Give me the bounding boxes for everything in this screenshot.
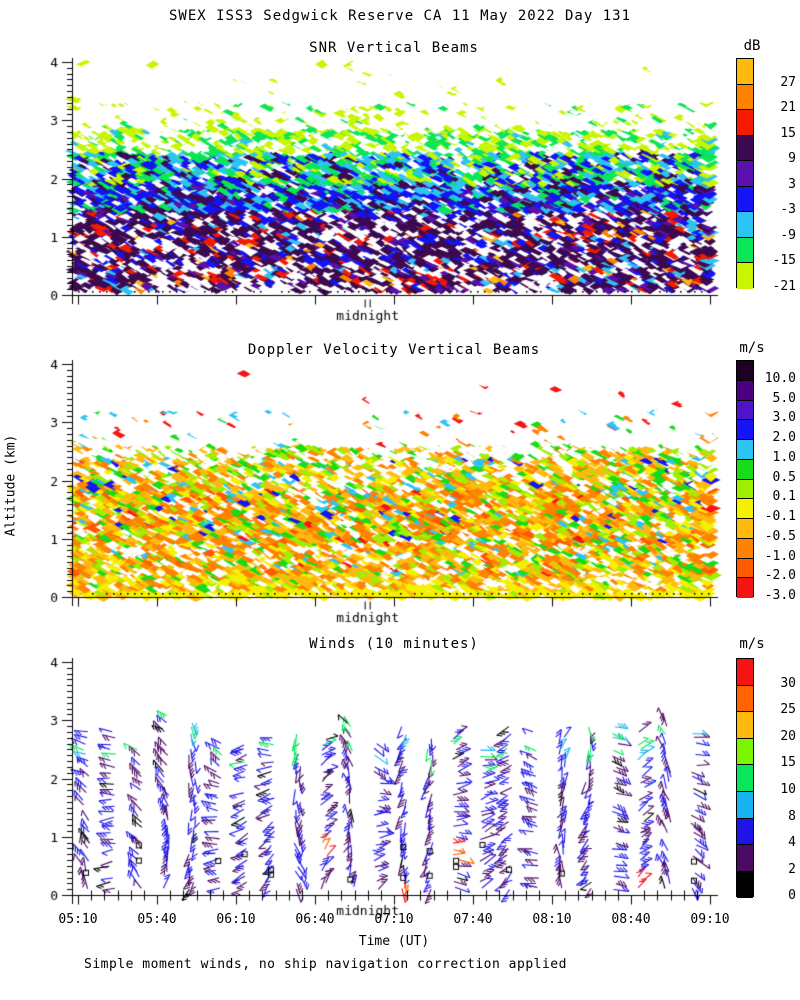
colorbar-cell xyxy=(737,420,753,440)
colorbar-cell xyxy=(737,187,753,213)
colorbar-cell xyxy=(737,845,753,872)
winds-barbs-canvas xyxy=(0,656,730,918)
footnote: Simple moment winds, no ship navigation correction applied xyxy=(84,957,567,972)
colorbar-cell xyxy=(737,85,753,111)
colorbar-cell xyxy=(737,578,753,598)
colorbar-tick-label: 0 xyxy=(788,888,796,904)
colorbar-cell xyxy=(737,765,753,792)
x-axis-tick-label: 08:40 xyxy=(611,912,651,927)
colorbar-cell xyxy=(737,212,753,238)
colorbar-cell xyxy=(737,440,753,460)
colorbar-unit-ms-winds: m/s xyxy=(739,636,765,652)
x-axis-tick-label: 07:40 xyxy=(453,912,493,927)
colorbar-cell xyxy=(737,361,753,381)
doppler-colorbar xyxy=(736,360,754,597)
colorbar-unit-db: dB xyxy=(743,38,761,54)
colorbar-cell xyxy=(737,712,753,739)
colorbar-cell xyxy=(737,499,753,519)
snr-heatmap-canvas xyxy=(0,56,730,324)
colorbar-tick-label: 1.0 xyxy=(772,449,796,465)
panel-title-snr: SNR Vertical Beams xyxy=(309,40,479,56)
colorbar-cell xyxy=(737,161,753,187)
colorbar-cell xyxy=(737,401,753,421)
x-axis-tick-label: 06:40 xyxy=(295,912,335,927)
colorbar-tick-label: -21 xyxy=(772,278,796,294)
panel-title-doppler: Doppler Velocity Vertical Beams xyxy=(247,342,541,358)
x-axis-label: Time (UT) xyxy=(358,934,430,949)
colorbar-tick-label: 27 xyxy=(780,74,796,90)
colorbar-cell xyxy=(737,559,753,579)
colorbar-cell xyxy=(737,686,753,713)
colorbar-cell xyxy=(737,659,753,686)
x-axis-tick-label: 07:10 xyxy=(374,912,414,927)
colorbar-cell xyxy=(737,238,753,264)
colorbar-tick-label: 21 xyxy=(780,100,796,115)
colorbar-tick-label: -3 xyxy=(780,202,796,217)
x-axis-tick-label: 09:10 xyxy=(690,912,730,927)
colorbar-tick-label: -2.0 xyxy=(764,568,796,584)
colorbar-tick-label: 10 xyxy=(780,782,796,797)
colorbar-cell xyxy=(737,460,753,480)
colorbar-tick-label: 25 xyxy=(780,702,796,718)
colorbar-tick-label: 3.0 xyxy=(772,410,796,426)
winds-colorbar xyxy=(736,658,754,897)
colorbar-tick-label: 8 xyxy=(788,808,796,824)
colorbar-cell xyxy=(737,739,753,766)
colorbar-cell xyxy=(737,110,753,136)
page-title: SWEX ISS3 Sedgwick Reserve CA 11 May 2022 Day 131 xyxy=(168,8,631,24)
colorbar-cell xyxy=(737,381,753,401)
colorbar-tick-label: 9 xyxy=(788,151,796,166)
colorbar-cell xyxy=(737,792,753,819)
colorbar-tick-label: 0.5 xyxy=(772,469,796,485)
colorbar-tick-label: 15 xyxy=(780,125,796,141)
colorbar-cell xyxy=(737,872,753,899)
x-axis-tick-label: 08:10 xyxy=(532,912,572,927)
colorbar-cell xyxy=(737,480,753,500)
colorbar-tick-label: 2.0 xyxy=(772,430,796,445)
colorbar-tick-label: 15 xyxy=(780,755,796,771)
doppler-heatmap-canvas xyxy=(0,358,730,626)
colorbar-cell xyxy=(737,539,753,559)
colorbar-cell xyxy=(737,519,753,539)
colorbar-tick-label: 0.1 xyxy=(772,489,796,505)
colorbar-cell xyxy=(737,136,753,162)
x-axis-tick-label: 06:10 xyxy=(216,912,256,927)
panel-title-winds: Winds (10 minutes) xyxy=(309,636,479,652)
x-axis-tick-label: 05:40 xyxy=(137,912,177,927)
x-axis-tick-label: 05:10 xyxy=(58,912,98,927)
colorbar-tick-label: 30 xyxy=(780,675,796,691)
colorbar-tick-label: 4 xyxy=(788,835,796,851)
colorbar-tick-label: 20 xyxy=(780,728,796,744)
colorbar-tick-label: 2 xyxy=(788,861,796,877)
colorbar-tick-label: -9 xyxy=(780,227,796,243)
colorbar-tick-label: -15 xyxy=(772,253,796,268)
colorbar-cell xyxy=(737,263,753,289)
colorbar-tick-label: -0.5 xyxy=(764,528,796,544)
colorbar-tick-label: 5.0 xyxy=(772,390,796,406)
colorbar-tick-label: 10.0 xyxy=(764,370,796,386)
colorbar-unit-ms-doppler: m/s xyxy=(739,340,765,356)
colorbar-cell xyxy=(737,819,753,846)
colorbar-tick-label: -1.0 xyxy=(764,548,796,564)
colorbar-cell xyxy=(737,59,753,85)
colorbar-tick-label: -0.1 xyxy=(764,509,796,524)
snr-colorbar xyxy=(736,58,754,288)
colorbar-tick-label: 3 xyxy=(788,176,796,192)
colorbar-tick-label: -3.0 xyxy=(764,588,796,603)
